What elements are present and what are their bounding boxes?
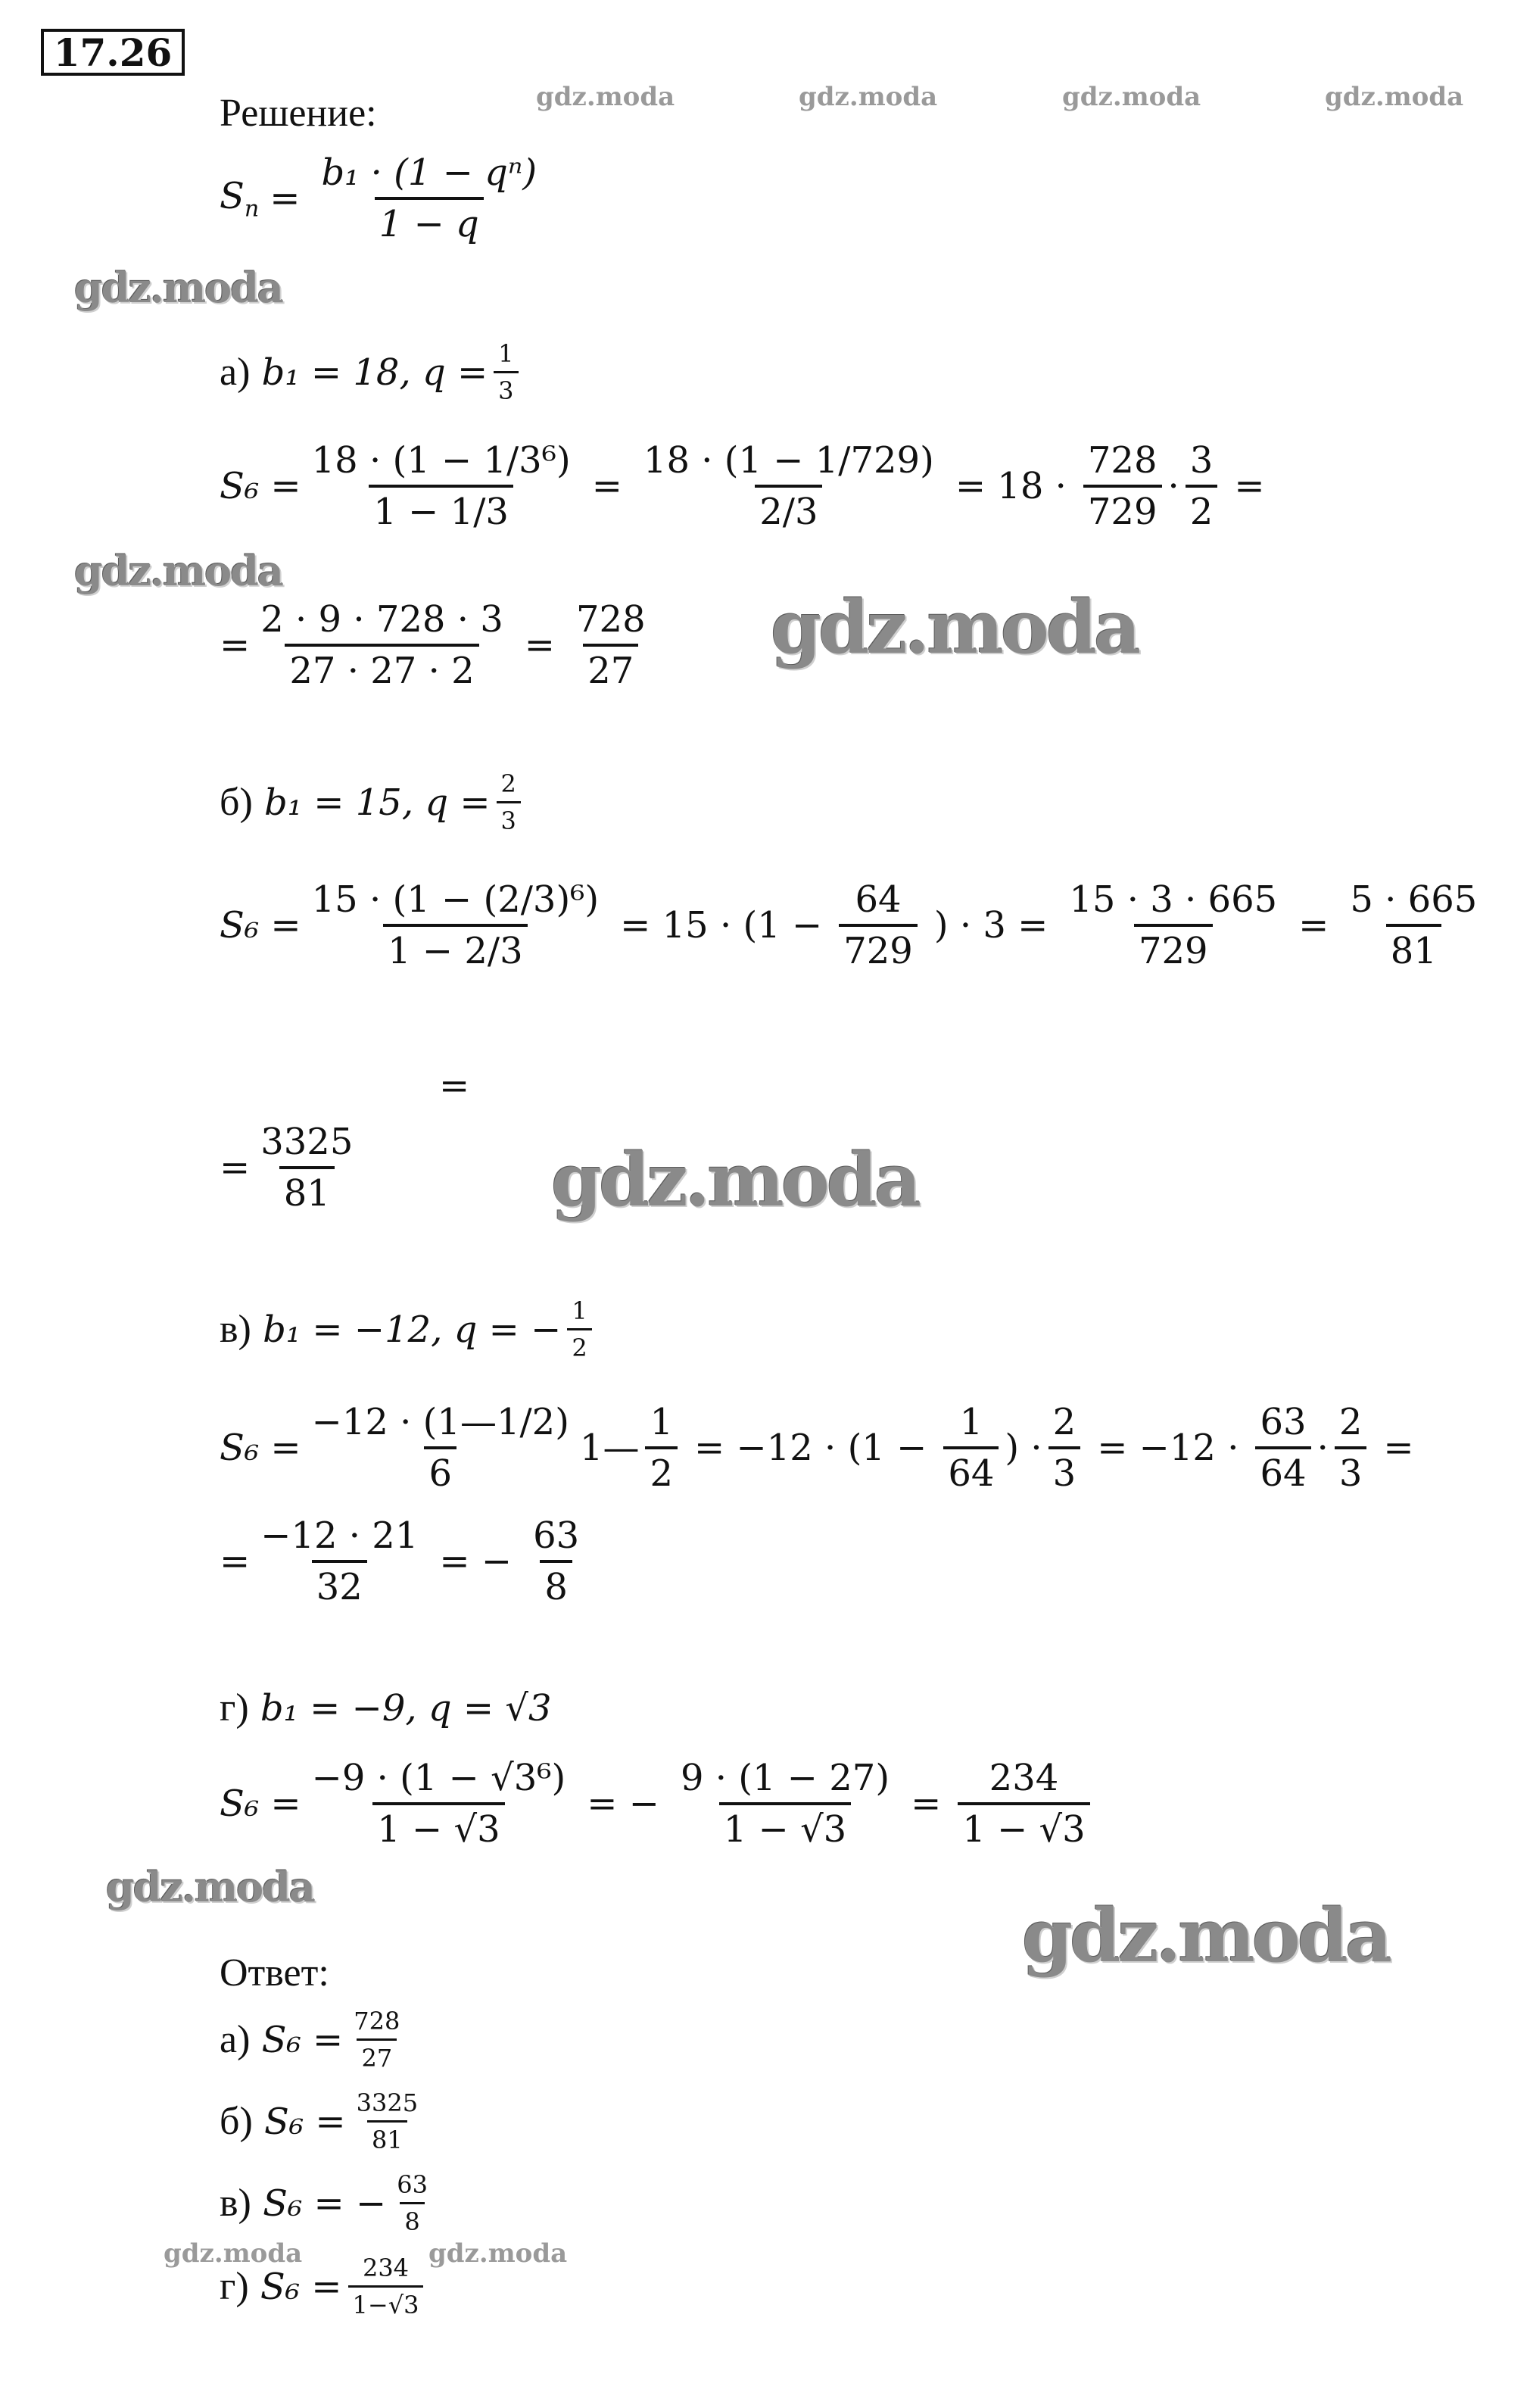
watermark-large: gdz.moda (1022, 1893, 1390, 1979)
part-d-given: г) b₁ = −9, q = √3 (220, 1686, 552, 1730)
part-a-line2: = $\frac{2 \cdot 9 \cdot 728 \cdot 3}{27 \cdot 27 \cdot 2}$ = $\frac{728}{27}$ (220, 598, 646, 692)
watermark: gdz.moda (1325, 82, 1464, 112)
part-c-line1: S₆ = $\frac{-12 \cdot (1—1/2)}{6}$ 1— $\frac{1}{2}$ = −12 · (1 − $\frac{1}{64}$ ) · $\frac{2}{3}$ = −12 · 63 64 · $\frac{2}{3}$ = (220, 1401, 1414, 1495)
answer-b: б) S₆ = $\frac{3325}{81}$ (220, 2088, 419, 2154)
watermark: gdz.moda (164, 2238, 303, 2269)
solution-label-text: Решение: (220, 92, 377, 135)
part-c-given: в) b₁ = −12, q = − $\frac{1}{2}$ (220, 1296, 598, 1362)
watermark: gdz.moda (536, 82, 675, 112)
watermark-large: gdz.moda (551, 1137, 919, 1223)
part-b-eq: = (439, 1065, 470, 1107)
part-b-line2: = $\frac{3325}{81}$ (220, 1121, 354, 1215)
answer-c: в) S₆ = − $\frac{63}{8}$ (220, 2170, 428, 2236)
watermark: gdz.moda (1062, 82, 1201, 112)
part-b-line1: S₆ = $\frac{\text{15 · (1 − (2/3)⁶)}}{1 - 2/3}$ = 15 · (1 − $\frac{64}{729}$ ) · 3 = $\frac{15 \cdot 3 \cdot 665}{729}$ = $\frac{5 \cdot 665}{81}$ (220, 878, 1478, 972)
watermark: gdz.moda (799, 82, 938, 112)
answer-a: а) S₆ = $\frac{728}{27}$ (220, 2007, 400, 2073)
part-b-given: б) b₁ = 15, q = $\frac{2}{3}$ (220, 769, 527, 835)
watermark: gdz.moda (106, 1863, 314, 1911)
part-a-line1: S₆ = $\frac{\text{18 · (1 − 1/3⁶)}}{1 - 1/3}$ = $\frac{18 \cdot (1 - 1/729)}{2/3}$ = 18 · 728 729 · $\frac{3}{2}$ = (220, 439, 1265, 533)
watermark-large: gdz.moda (771, 585, 1139, 670)
answer-label (220, 1951, 329, 1995)
part-c-line2: = $\frac{-12 \cdot 21}{32}$ = − $\frac{63}{8}$ (220, 1514, 580, 1608)
part-a-given: а) b₁ = 18, q = $\frac{1}{3}$ (220, 339, 525, 405)
solution-label (220, 91, 377, 136)
sum-formula: $S_n$ = $\frac{\text{b₁ · (1 − qⁿ)}}{1 - q}$ (220, 151, 537, 245)
watermark: gdz.moda (428, 2238, 568, 2269)
part-d-line1: S₆ = $\frac{\text{−9 · (1 − √3⁶)}}{1 - √3}$ = − $\frac{9 \cdot (1 - 27)}{1 - √3}$ = $\frac{234}{1 - √3}$ (220, 1757, 1096, 1851)
watermark: gdz.moda (74, 547, 282, 595)
problem-number: 17.26 (41, 29, 185, 76)
answer-label-text: Ответ: (220, 1951, 329, 1995)
watermark: gdz.moda (74, 264, 282, 312)
answer-d: г) S₆ = $\frac{234}{1-√3}$ (220, 2254, 429, 2319)
